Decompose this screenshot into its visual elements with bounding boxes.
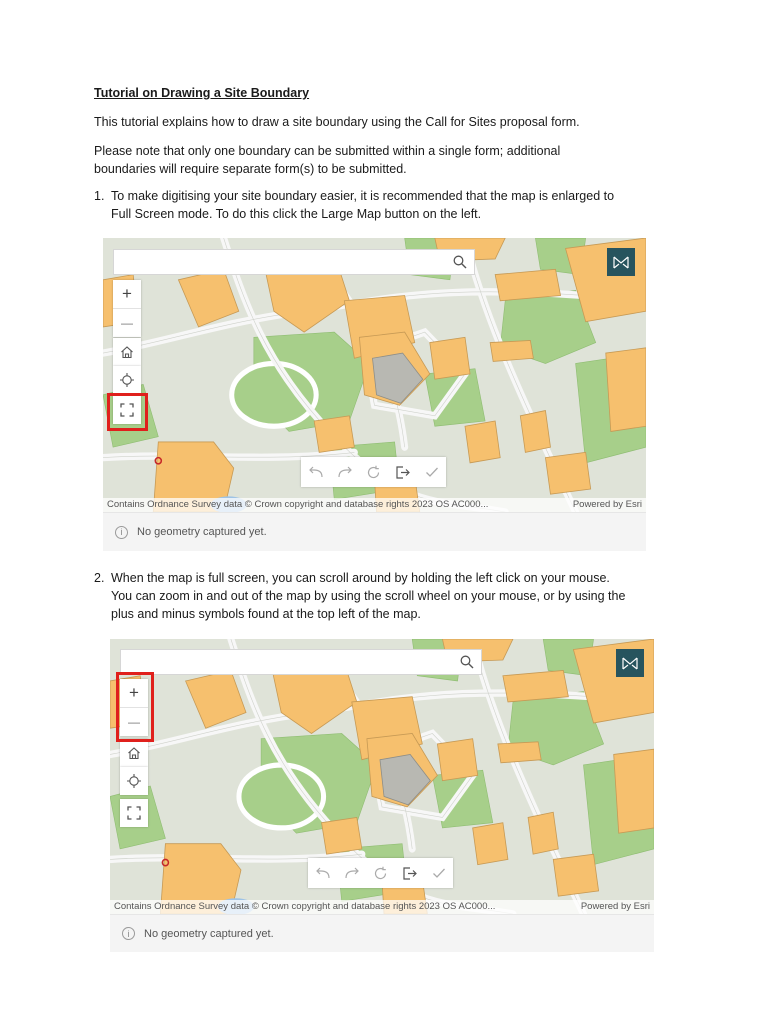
attribution-text: Contains Ordnance Survey data © Crown copyright and database rights 2023 OS AC000... [114, 901, 496, 912]
step-1-number: 1. [94, 189, 105, 203]
check-icon [432, 867, 446, 879]
exit-icon [395, 465, 411, 480]
home-icon [120, 345, 134, 359]
fullscreen-icon [127, 806, 141, 820]
home-button[interactable] [113, 338, 141, 366]
complete-button[interactable] [417, 457, 446, 487]
home-icon [127, 746, 141, 760]
undo-button[interactable] [301, 457, 330, 487]
map-attribution [110, 900, 654, 914]
redo-icon [337, 465, 353, 479]
note-line-1: Please note that only one boundary can be submitted within a single form; additional [94, 144, 561, 158]
reset-icon [366, 465, 381, 480]
sketch-toolbar [301, 457, 446, 487]
reset-button[interactable] [366, 858, 395, 888]
reset-button[interactable] [359, 457, 388, 487]
locate-icon [126, 773, 142, 789]
undo-button[interactable] [308, 858, 337, 888]
map-screenshot-2 [110, 639, 654, 951]
info-icon: i [122, 927, 135, 940]
map-view[interactable] [110, 639, 654, 914]
map-view[interactable] [103, 238, 646, 512]
locate-button[interactable] [120, 767, 148, 795]
note-paragraph [94, 142, 694, 178]
step-2-line-3: plus and minus symbols found at the top left of the map. [111, 607, 421, 621]
search-icon [453, 255, 467, 269]
reset-icon [373, 866, 388, 881]
search-icon [460, 655, 474, 669]
attribution-text: Contains Ordnance Survey data © Crown copyright and database rights 2023 OS AC000... [107, 499, 489, 510]
redo-button[interactable] [337, 858, 366, 888]
map-screenshot-1 [103, 238, 646, 550]
geometry-status-bar [103, 512, 646, 551]
zoom-in-icon: + [122, 284, 132, 303]
logo-icon [621, 655, 639, 671]
sketch-toolbar [308, 858, 453, 888]
search-button[interactable] [446, 250, 474, 274]
search-bar[interactable] [120, 649, 482, 675]
app-logo [616, 649, 644, 677]
powered-by-link[interactable]: Powered by Esri [572, 499, 642, 510]
step-1-line-1: To make digitising your site boundary easier, it is recommended that the map is enlarged to [111, 189, 615, 203]
zoom-out-button[interactable] [113, 308, 141, 337]
app-logo [607, 248, 635, 276]
locate-button[interactable] [113, 366, 141, 394]
check-icon [425, 466, 439, 478]
undo-icon [315, 866, 331, 880]
exit-sketch-button[interactable] [388, 457, 417, 487]
intro-paragraph: This tutorial explains how to draw a site boundary using the Call for Sites proposal form. [94, 115, 580, 129]
complete-button[interactable] [424, 858, 453, 888]
redo-icon [344, 866, 360, 880]
geometry-status-bar [110, 914, 654, 952]
search-button[interactable] [453, 650, 481, 674]
search-bar[interactable] [113, 249, 475, 275]
note-line-2: boundaries will require separate form(s) to be submitted. [94, 162, 407, 176]
info-icon: i [115, 526, 128, 539]
geometry-status-text: No geometry captured yet. [144, 927, 274, 940]
zoom-out-icon: — [128, 715, 140, 729]
highlight-box [107, 393, 148, 431]
exit-icon [402, 866, 418, 881]
powered-by-link[interactable]: Powered by Esri [580, 901, 650, 912]
step-2-number: 2. [94, 571, 105, 585]
zoom-in-button[interactable] [113, 280, 141, 308]
step-1-line-2: Full Screen mode. To do this click the Large Map button on the left. [111, 207, 482, 221]
home-button[interactable] [120, 739, 148, 767]
step-2-line-2: You can zoom in and out of the map by using the scroll wheel on your mouse, or by using the [111, 589, 626, 603]
zoom-in-icon: + [129, 683, 139, 702]
page-title: Tutorial on Drawing a Site Boundary [94, 86, 310, 100]
fullscreen-button[interactable] [120, 799, 148, 827]
zoom-out-icon: — [121, 316, 133, 330]
logo-icon [612, 254, 630, 270]
map-attribution [103, 498, 646, 512]
step-2-line-1: When the map is full screen, you can scroll around by holding the left click on your mouse. [111, 571, 610, 585]
redo-button[interactable] [330, 457, 359, 487]
highlight-box [116, 672, 154, 742]
locate-icon [119, 372, 135, 388]
zoom-controls [113, 280, 141, 337]
exit-sketch-button[interactable] [395, 858, 424, 888]
undo-icon [308, 465, 324, 479]
geometry-status-text: No geometry captured yet. [137, 526, 267, 538]
